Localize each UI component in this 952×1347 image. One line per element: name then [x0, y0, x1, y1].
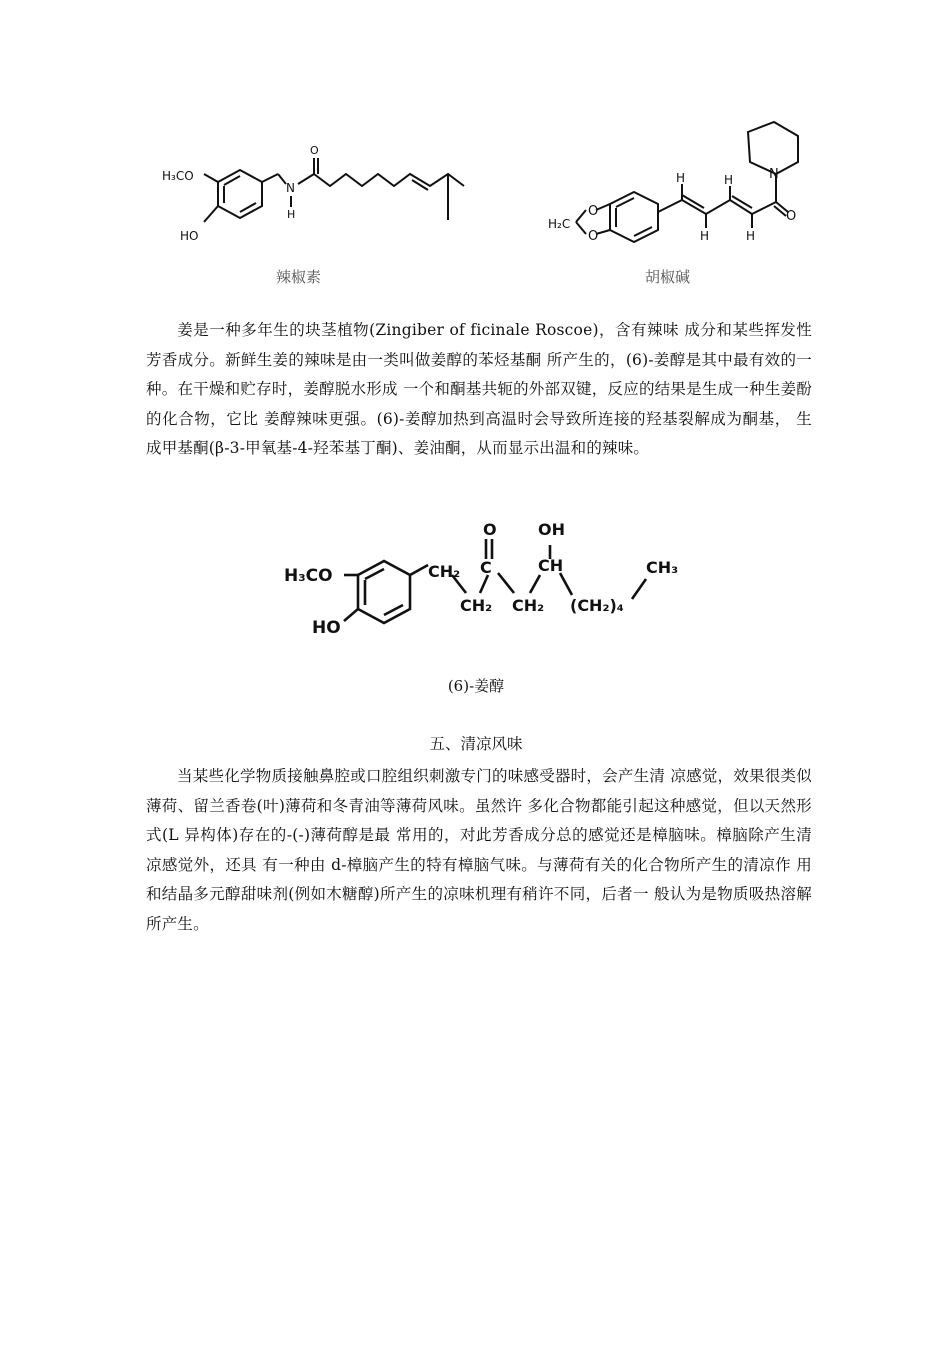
piperine-h1-label: H: [676, 171, 686, 185]
capsaicin-structure: [160, 140, 480, 255]
gingerol-oh-label: OH: [538, 520, 565, 539]
piperine-ring-o1-label: O: [588, 204, 599, 219]
piperine-h2-label: H: [724, 173, 734, 187]
capsaicin-nitrogen-label: N: [286, 181, 295, 195]
piperine-h3-label: H: [700, 229, 710, 243]
paragraph-ginger-text: 姜是一种多年生的块茎植物(Zingiber of ficinale Roscoe)，含有辣味 成分和某些挥发性芳香成分。新鲜生姜的辣味是由一类叫做姜醇的苯烃基酮 所产生的，(6)-姜醇是其中最有效的一种。在干燥和贮存时，姜醇脱水形成 一个和酮基共轭的外部双键，反应的结果是生成一种生姜酚的化合物，它比 姜醇辣味更强。(6)-姜醇加热到高温时会导致所连接的羟基裂解成为酮基， 生成甲基酮(β-3-甲氧基-4-羟苯基丁酮)、姜油酮，从而显示出温和的辣味。: [146, 321, 812, 457]
gingerol-caption: (6)-姜醇: [447, 677, 505, 695]
capsaicin-caption: 辣椒素: [276, 268, 322, 286]
piperine-caption: 胡椒碱: [645, 268, 691, 286]
piperine-ring-o2-label: O: [588, 229, 599, 244]
gingerol-methoxy-label: H₃CO: [284, 566, 333, 586]
gingerol-o-label: O: [483, 520, 497, 539]
capsaicin-oxygen-label: O: [310, 144, 319, 157]
piperine-h2c-label: H₂C: [548, 217, 571, 231]
gingerol-hydroxy-label: HO: [312, 618, 341, 638]
paragraph-cooling-text: 当某些化学物质接触鼻腔或口腔组织刺激专门的味感受器时，会产生清 凉感觉，效果很类似薄荷、留兰香卷(叶)薄荷和冬青油等薄荷风味。虽然许 多化合物都能引起这种感觉，但以天然形式(L 异构体)存在的-(-)薄荷醇是最 常用的，对此芳香成分总的感觉还是樟脑味。樟脑除产生清凉感觉外，还具 有一种由 d-樟脑产生的特有樟脑气味。与薄荷有关的化合物所产生的清凉作 用和结晶多元醇甜味剂(例如木糖醇)所产生的凉味机理有稍许不同，后者一 般认为是物质吸热溶解所产生。: [146, 767, 812, 933]
section-title: 五、清凉风味: [429, 735, 523, 753]
piperine-oxygen-label: O: [786, 209, 797, 224]
capsaicin-hydroxy-label: HO: [180, 229, 199, 243]
gingerol-c-label: C: [480, 558, 492, 577]
gingerol-ch3-label: CH₃: [646, 558, 679, 577]
gingerol-ch2-a-label: CH₂: [460, 596, 493, 615]
gingerol-ch2n-label: (CH₂)₄: [570, 596, 624, 615]
capsaicin-hydrogen-label: H: [287, 208, 296, 221]
piperine-nitrogen-label: N: [769, 167, 779, 182]
paragraph-cooling: [146, 762, 812, 939]
piperine-structure: [530, 118, 820, 258]
gingerol-ch2-b-label: CH₂: [512, 596, 545, 615]
paragraph-ginger: [146, 316, 812, 464]
gingerol-structure: [280, 515, 700, 645]
capsaicin-methoxy-label: H₃CO: [162, 169, 194, 183]
gingerol-ch-label: CH: [538, 556, 564, 575]
piperine-h4-label: H: [746, 229, 756, 243]
gingerol-ch2-top-label: CH₂: [428, 562, 461, 581]
